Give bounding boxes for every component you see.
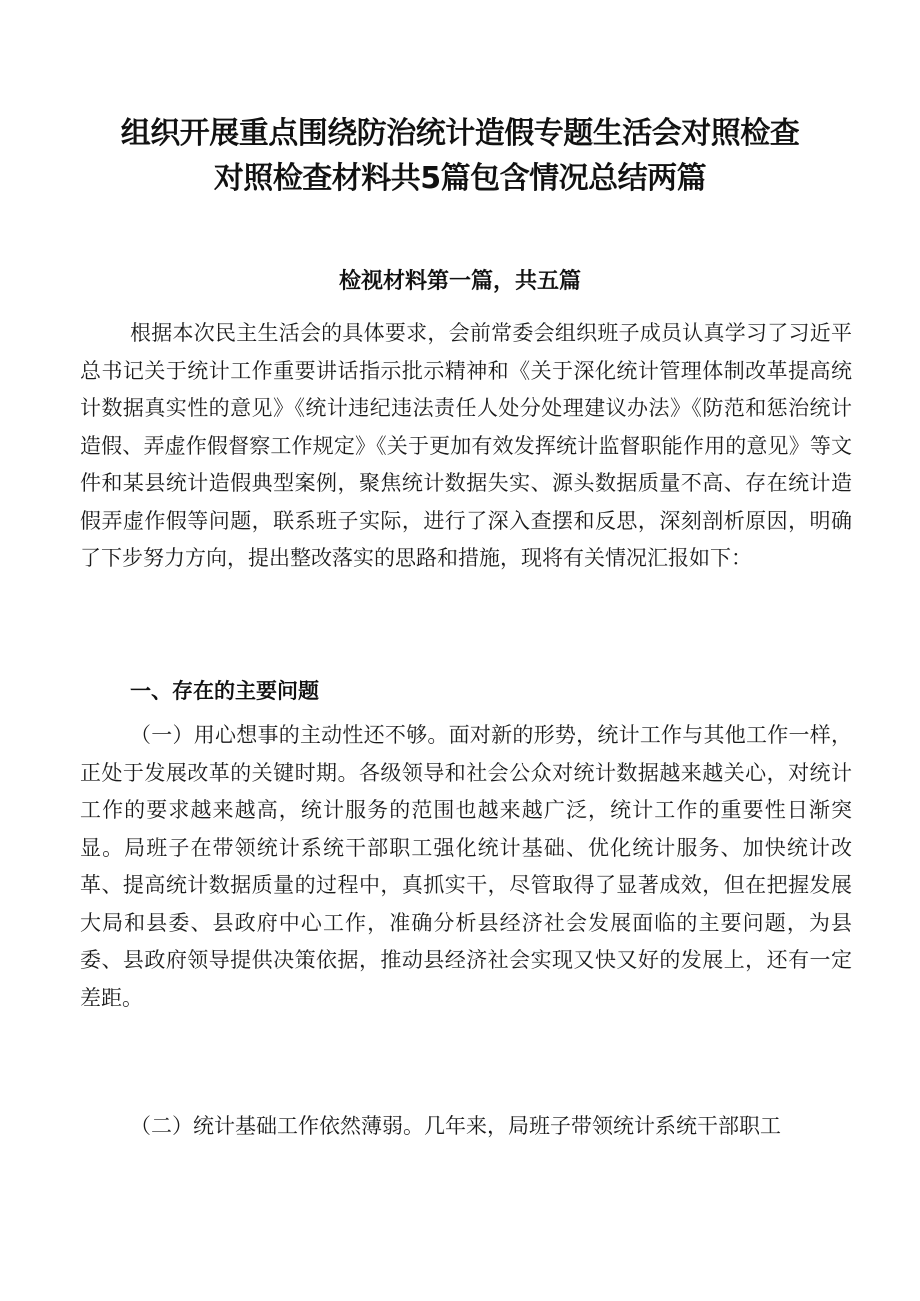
section-title: 检视材料第一篇，共五篇 — [338, 269, 581, 294]
paragraph-problem-1: （一）用心想事的主动性还不够。面对新的形势，统计工作与其他工作一样，正处于发展改革的关键时期。各级领导和社会公众对统计数据越来越关心，对统计工作的要求越来越高，统计服务的范围也越来越广泛，统计工作的重要性日渐突显。局班子在带领统计系统干部职工强化统计基础、优化统计服务、加快统计改革、提高统计数据质量的过程中，真抓实干，尽管取得了显著成效，但在把握发展大局和县委、县政府中心工作，准确分析县经济社会发展面临的主要问题，为县委、县政府领导提供决策依据，推动县经济社会实现又快又好的发展上，还有一定差距。 — [80, 723, 852, 1010]
intro-paragraph: 根据本次民主生活会的具体要求，会前常委会组织班子成员认真学习了习近平总书记关于统计工作重要讲话指示批示精神和《关于深化统计管理体制改革提高统计数据真实性的意见》《统计违纪违法责任人处分处理建议办法》《防范和惩治统计造假、弄虚作假督察工作规定》《关于更加有效发挥统计监督职能作用的意见》等文件和某县统计造假典型案例，聚焦统计数据失实、源头数据质量不高、存在统计造假弄虚作假等问题，联系班子实际，进行了深入查摆和反思，深刻剖析原因，明确了下步努力方向，提出整改落实的思路和措施，现将有关情况汇报如下： — [80, 321, 852, 570]
paragraph-problem-2: （二）统计基础工作依然薄弱。几年来，局班子带领统计系统干部职工 — [130, 1114, 781, 1138]
heading-main-problems: 一、存在的主要问题 — [130, 679, 319, 703]
document-title-line-1: 组织开展重点围绕防治统计造假专题生活会对照检查 — [120, 116, 800, 151]
document-title-line-2: 对照检查材料共5篇包含情况总结两篇 — [213, 161, 707, 196]
